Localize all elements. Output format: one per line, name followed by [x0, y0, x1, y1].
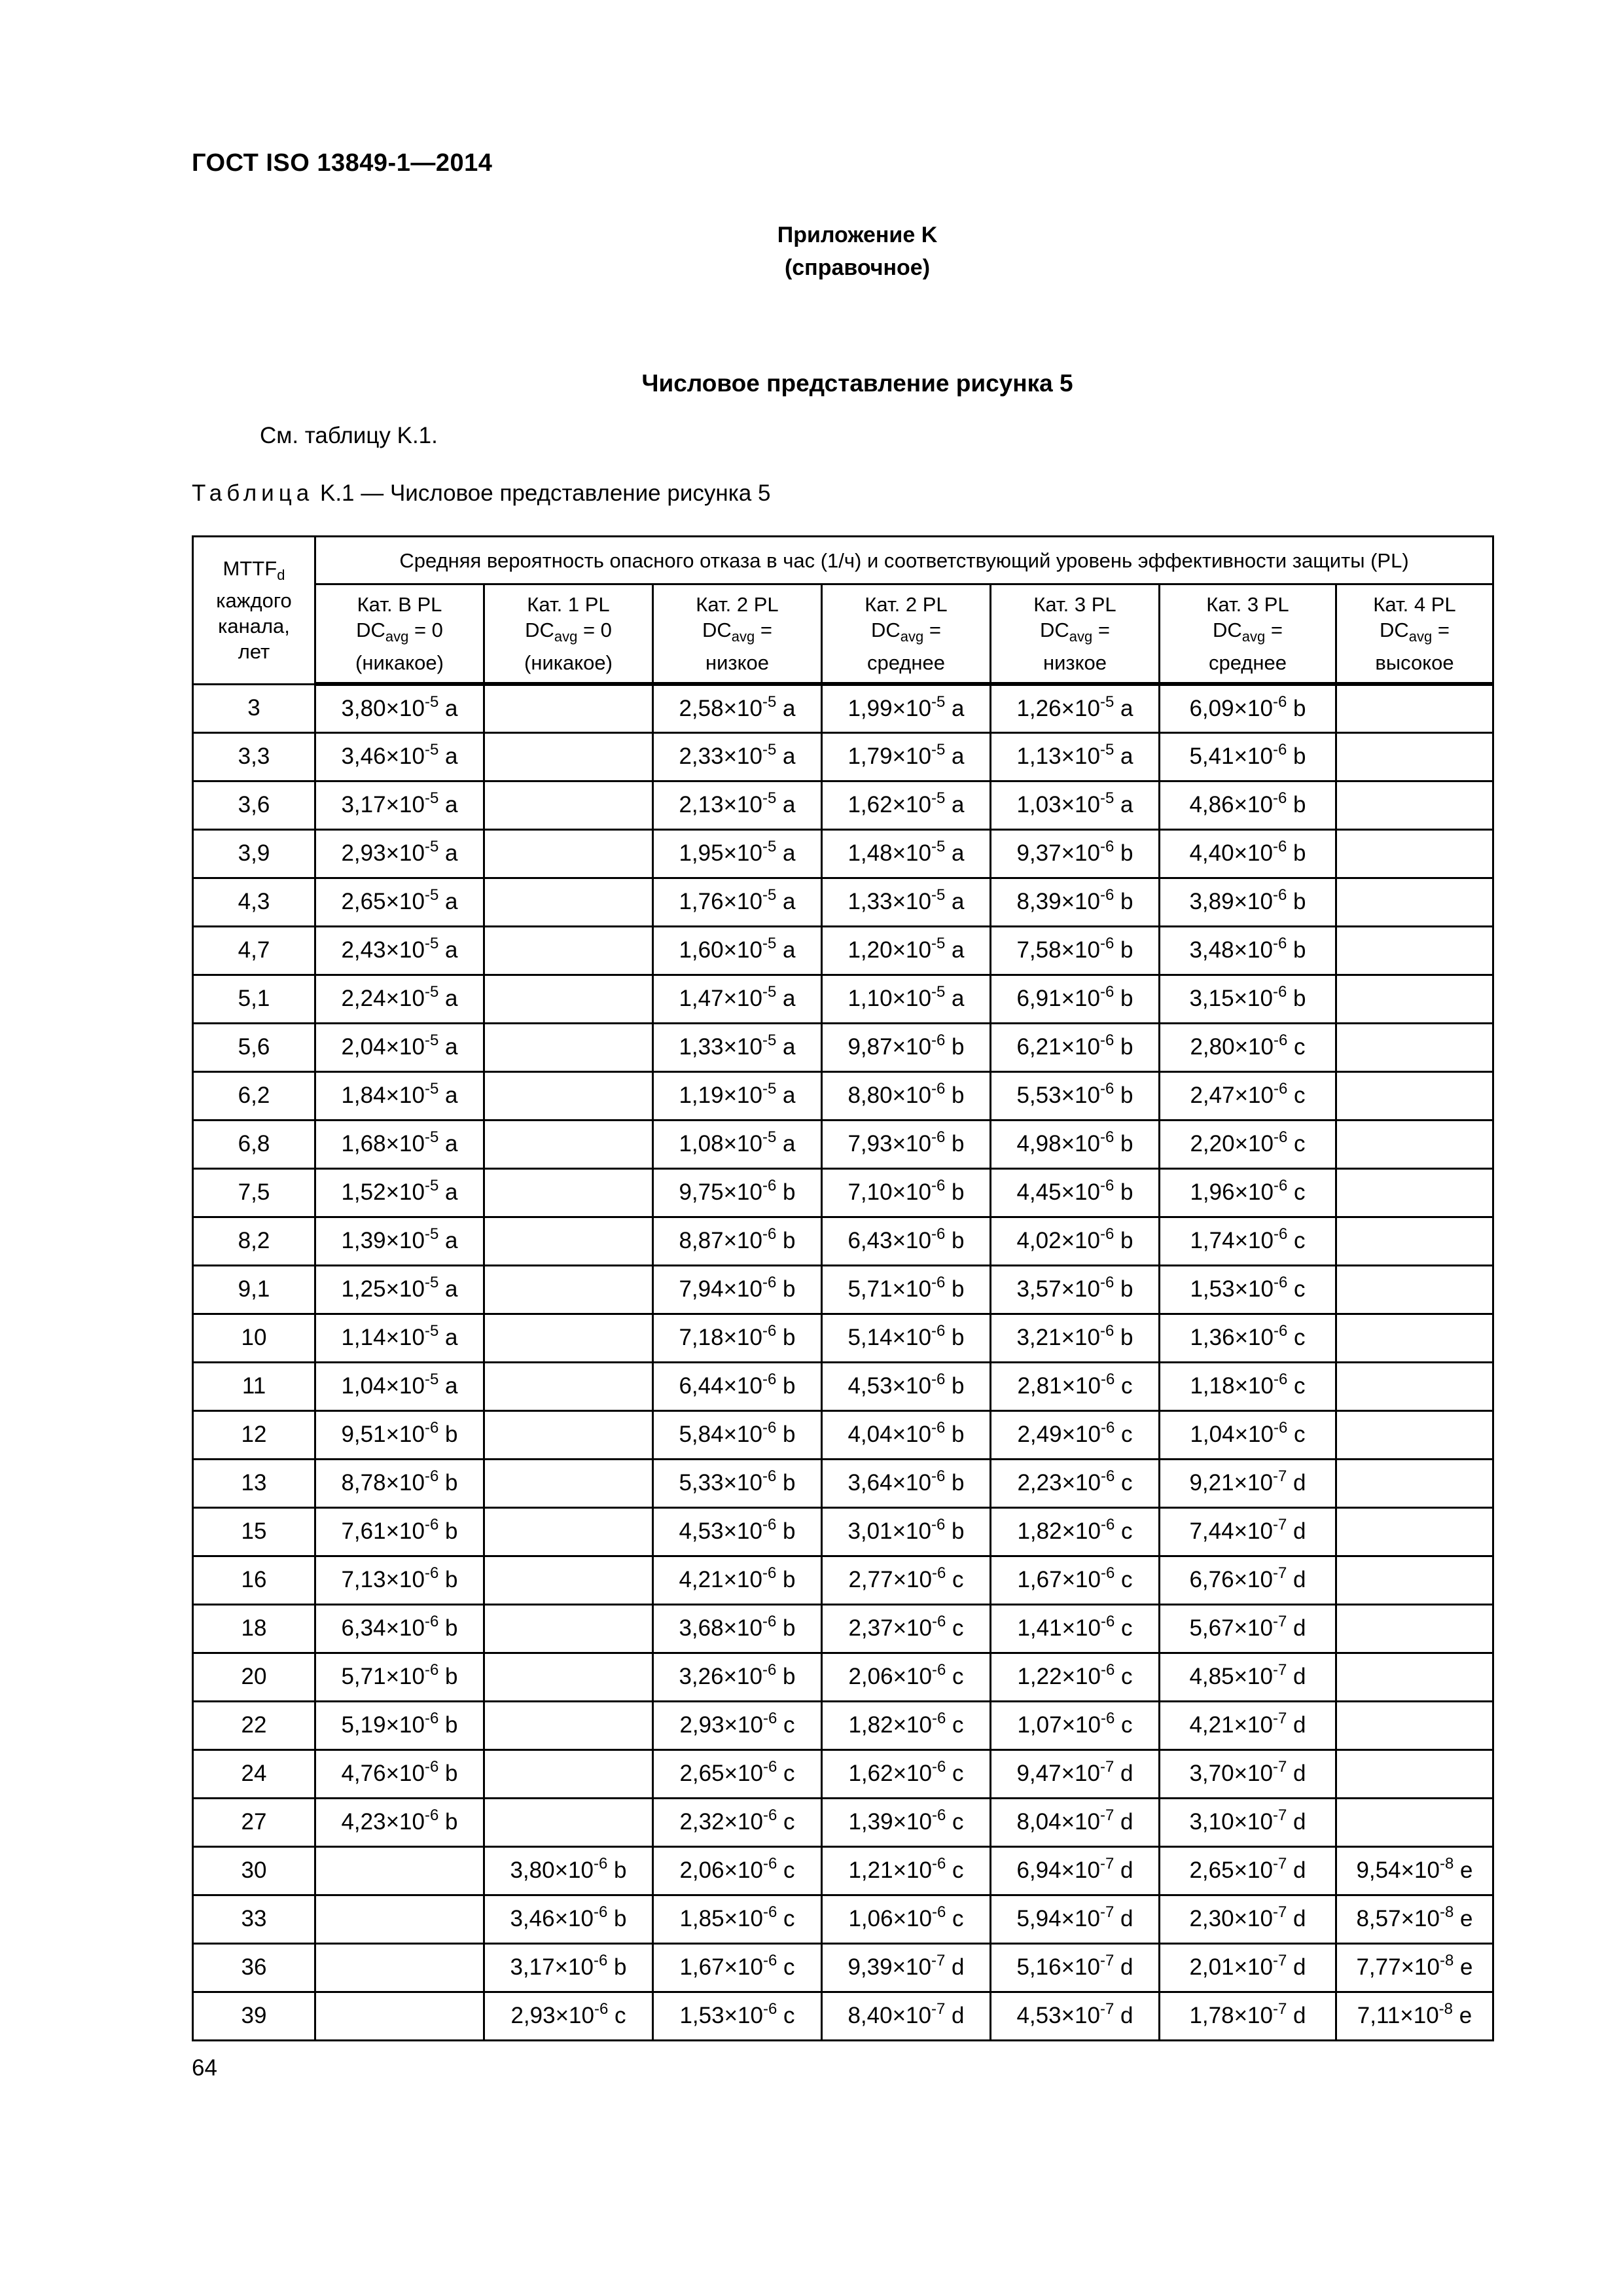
- pfh-cell: [484, 1362, 653, 1410]
- pfh-cell: $2,32\times 10^{-6}$ c: [653, 1798, 822, 1846]
- table-row: [193, 1265, 1493, 1314]
- pfh-cell: $1,33\times 10^{-5}$ a: [822, 878, 991, 926]
- pfh-cell: $9,54\times 10^{-8}$ e: [1336, 1846, 1493, 1895]
- mttf-cell: 12: [193, 1410, 315, 1459]
- pfh-cell: $1,62\times 10^{-5}$ a: [822, 781, 991, 829]
- pfh-cell: $2,93\times 10^{-5}$ a: [315, 829, 484, 878]
- pfh-cell: $1,79\times 10^{-5}$ a: [822, 732, 991, 781]
- pfh-cell: $1,60\times 10^{-5}$ a: [653, 926, 822, 975]
- pfh-cell: $1,06\times 10^{-6}$ c: [822, 1895, 991, 1943]
- pfh-cell: $8,57\times 10^{-8}$ e: [1336, 1895, 1493, 1943]
- pfh-table: [192, 535, 1494, 2041]
- pfh-cell: [484, 829, 653, 878]
- pfh-cell: [315, 1943, 484, 1992]
- pfh-cell: $8,04\times 10^{-7}$ d: [991, 1798, 1160, 1846]
- pfh-cell: $2,65\times 10^{-5}$ a: [315, 878, 484, 926]
- pfh-cell: $4,45\times 10^{-6}$ b: [991, 1168, 1160, 1217]
- pfh-cell: $7,77\times 10^{-8}$ e: [1336, 1943, 1493, 1992]
- table-row: [193, 1895, 1493, 1943]
- pfh-cell: $1,96\times 10^{-6}$ c: [1160, 1168, 1336, 1217]
- pfh-cell: $4,53\times 10^{-6}$ b: [822, 1362, 991, 1410]
- pfh-cell: [1336, 1168, 1493, 1217]
- pfh-cell: $6,43\times 10^{-6}$ b: [822, 1217, 991, 1265]
- mttf-cell: 33: [193, 1895, 315, 1943]
- pfh-cell: $1,99\times 10^{-5}$ a: [822, 684, 991, 732]
- pfh-cell: $6,09\times 10^{-6}$ b: [1160, 684, 1336, 732]
- pfh-cell: $1,53\times 10^{-6}$ c: [653, 1992, 822, 2040]
- pfh-cell: $1,39\times 10^{-6}$ c: [822, 1798, 991, 1846]
- pfh-cell: $7,94\times 10^{-6}$ b: [653, 1265, 822, 1314]
- pfh-cell: [1336, 1507, 1493, 1556]
- pfh-cell: [1336, 1653, 1493, 1701]
- pfh-cell: $1,47\times 10^{-5}$ a: [653, 975, 822, 1023]
- mttf-cell: 13: [193, 1459, 315, 1507]
- pfh-cell: [1336, 1798, 1493, 1846]
- pfh-cell: $1,52\times 10^{-5}$ a: [315, 1168, 484, 1217]
- pfh-cell: $1,13\times 10^{-5}$ a: [991, 732, 1160, 781]
- table-row: [193, 1943, 1493, 1992]
- pfh-cell: $4,04\times 10^{-6}$ b: [822, 1410, 991, 1459]
- table-row: [193, 1362, 1493, 1410]
- see-table-text: См. таблицу K.1.: [260, 423, 438, 448]
- pfh-cell: $5,14\times 10^{-6}$ b: [822, 1314, 991, 1362]
- mttf-cell: 5,6: [193, 1023, 315, 1071]
- pfh-cell: $1,84\times 10^{-5}$ a: [315, 1071, 484, 1120]
- pfh-cell: [1336, 1410, 1493, 1459]
- pfh-cell: $2,47\times 10^{-6}$ c: [1160, 1071, 1336, 1120]
- table-row: [193, 1120, 1493, 1168]
- pfh-cell: $3,21\times 10^{-6}$ b: [991, 1314, 1160, 1362]
- pfh-cell: $1,67\times 10^{-6}$ c: [653, 1943, 822, 1992]
- pfh-cell: $2,77\times 10^{-6}$ c: [822, 1556, 991, 1604]
- pfh-cell: [484, 1120, 653, 1168]
- pfh-cell: $1,04\times 10^{-6}$ c: [1160, 1410, 1336, 1459]
- pfh-cell: $2,23\times 10^{-6}$ c: [991, 1459, 1160, 1507]
- pfh-cell: [484, 732, 653, 781]
- pfh-cell: [484, 1749, 653, 1798]
- pfh-cell: $1,68\times 10^{-5}$ a: [315, 1120, 484, 1168]
- table-row: [193, 1217, 1493, 1265]
- pfh-cell: $2,06\times 10^{-6}$ c: [822, 1653, 991, 1701]
- table-row: [193, 926, 1493, 975]
- pfh-cell: $6,94\times 10^{-7}$ d: [991, 1846, 1160, 1895]
- mttf-cell: 5,1: [193, 975, 315, 1023]
- category-header: Кат. 4 PL $DC_{avg}$ = высокое: [1336, 584, 1493, 685]
- pfh-cell: [484, 1459, 653, 1507]
- pfh-cell: $1,82\times 10^{-6}$ c: [991, 1507, 1160, 1556]
- pfh-cell: [1336, 1314, 1493, 1362]
- pfh-cell: $1,78\times 10^{-7}$ d: [1160, 1992, 1336, 2040]
- pfh-cell: $4,85\times 10^{-7}$ d: [1160, 1653, 1336, 1701]
- pfh-cell: [1336, 1071, 1493, 1120]
- mttf-cell: 20: [193, 1653, 315, 1701]
- pfh-cell: $1,10\times 10^{-5}$ a: [822, 975, 991, 1023]
- pfh-cell: $2,13\times 10^{-5}$ a: [653, 781, 822, 829]
- table-row: [193, 1459, 1493, 1507]
- pfh-cell: [484, 1798, 653, 1846]
- pfh-cell: $7,10\times 10^{-6}$ b: [822, 1168, 991, 1217]
- table-caption: [192, 480, 770, 507]
- pfh-cell: [315, 1846, 484, 1895]
- document-id: ГОСТ ISO 13849-1—2014: [192, 149, 493, 177]
- pfh-cell: $3,64\times 10^{-6}$ b: [822, 1459, 991, 1507]
- pfh-cell: $2,30\times 10^{-7}$ d: [1160, 1895, 1336, 1943]
- pfh-cell: $1,03\times 10^{-5}$ a: [991, 781, 1160, 829]
- table-row: [193, 1846, 1493, 1895]
- pfh-cell: $3,01\times 10^{-6}$ b: [822, 1507, 991, 1556]
- pfh-cell: $5,71\times 10^{-6}$ b: [315, 1653, 484, 1701]
- pfh-cell: $5,41\times 10^{-6}$ b: [1160, 732, 1336, 781]
- pfh-cell: $2,65\times 10^{-7}$ d: [1160, 1846, 1336, 1895]
- pfh-cell: $2,58\times 10^{-5}$ a: [653, 684, 822, 732]
- mttf-cell: 36: [193, 1943, 315, 1992]
- table-row: [193, 732, 1493, 781]
- pfh-cell: $1,95\times 10^{-5}$ a: [653, 829, 822, 878]
- pfh-cell: $2,49\times 10^{-6}$ c: [991, 1410, 1160, 1459]
- pfh-cell: $3,26\times 10^{-6}$ b: [653, 1653, 822, 1701]
- pfh-cell: [484, 1023, 653, 1071]
- mttf-cell: 3,3: [193, 732, 315, 781]
- pfh-cell: [484, 1410, 653, 1459]
- pfh-cell: [1336, 1604, 1493, 1653]
- pfh-cell: $4,76\times 10^{-6}$ b: [315, 1749, 484, 1798]
- pfh-cell: $3,80\times 10^{-6}$ b: [484, 1846, 653, 1895]
- pfh-cell: $1,19\times 10^{-5}$ a: [653, 1071, 822, 1120]
- pfh-cell: $3,17\times 10^{-6}$ b: [484, 1943, 653, 1992]
- table-row: [193, 1798, 1493, 1846]
- pfh-cell: [1336, 1362, 1493, 1410]
- mttf-column-header: $MTTF_d$ каждого канала, лет: [193, 537, 315, 685]
- pfh-cell: $1,39\times 10^{-5}$ a: [315, 1217, 484, 1265]
- pfh-cell: $1,18\times 10^{-6}$ c: [1160, 1362, 1336, 1410]
- pfh-cell: $1,22\times 10^{-6}$ c: [991, 1653, 1160, 1701]
- pfh-cell: $1,07\times 10^{-6}$ c: [991, 1701, 1160, 1749]
- pfh-cell: $5,71\times 10^{-6}$ b: [822, 1265, 991, 1314]
- mttf-cell: 4,7: [193, 926, 315, 975]
- mttf-cell: 6,8: [193, 1120, 315, 1168]
- pfh-cell: [484, 1653, 653, 1701]
- pfh-cell: $1,20\times 10^{-5}$ a: [822, 926, 991, 975]
- page-number: 64: [192, 2055, 217, 2081]
- pfh-cell: [1336, 781, 1493, 829]
- table-row: [193, 1410, 1493, 1459]
- category-header: Кат. 2 PL $DC_{avg}$ = среднее: [822, 584, 991, 685]
- pfh-cell: $4,02\times 10^{-6}$ b: [991, 1217, 1160, 1265]
- pfh-cell: [1336, 1459, 1493, 1507]
- pfh-cell: [484, 1071, 653, 1120]
- pfh-cell: $7,58\times 10^{-6}$ b: [991, 926, 1160, 975]
- pfh-cell: [1336, 926, 1493, 975]
- pfh-cell: $3,48\times 10^{-6}$ b: [1160, 926, 1336, 975]
- table-row: [193, 1507, 1493, 1556]
- table-row: [193, 878, 1493, 926]
- pfh-cell: $6,91\times 10^{-6}$ b: [991, 975, 1160, 1023]
- category-header: Кат. B PL $DC_{avg} = 0$ (никакое): [315, 584, 484, 685]
- section-title: Числовое представление рисунка 5: [641, 370, 1073, 397]
- mttf-cell: 22: [193, 1701, 315, 1749]
- pfh-cell: [484, 781, 653, 829]
- mttf-cell: 3: [193, 684, 315, 732]
- pfh-cell: [484, 1604, 653, 1653]
- pfh-cell: $1,85\times 10^{-6}$ c: [653, 1895, 822, 1943]
- pfh-cell: $1,76\times 10^{-5}$ a: [653, 878, 822, 926]
- pfh-cell: $3,15\times 10^{-6}$ b: [1160, 975, 1336, 1023]
- mttf-cell: 27: [193, 1798, 315, 1846]
- table-row: [193, 1992, 1493, 2040]
- table-row: [193, 829, 1493, 878]
- mttf-cell: 7,5: [193, 1168, 315, 1217]
- pfh-cell: $3,10\times 10^{-7}$ d: [1160, 1798, 1336, 1846]
- pfh-cell: [484, 1701, 653, 1749]
- pfh-cell: $9,39\times 10^{-7}$ d: [822, 1943, 991, 1992]
- pfh-cell: $9,51\times 10^{-6}$ b: [315, 1410, 484, 1459]
- table-caption-label: Таблица: [192, 480, 314, 506]
- appendix-note: (справочное): [784, 255, 931, 280]
- pfh-cell: $5,19\times 10^{-6}$ b: [315, 1701, 484, 1749]
- pfh-cell: $7,13\times 10^{-6}$ b: [315, 1556, 484, 1604]
- pfh-cell: $3,89\times 10^{-6}$ b: [1160, 878, 1336, 926]
- mttf-cell: 18: [193, 1604, 315, 1653]
- table-row: [193, 684, 1493, 732]
- mttf-cell: 8,2: [193, 1217, 315, 1265]
- pfh-cell: $4,40\times 10^{-6}$ b: [1160, 829, 1336, 878]
- mttf-cell: 6,2: [193, 1071, 315, 1120]
- pfh-cell: $6,34\times 10^{-6}$ b: [315, 1604, 484, 1653]
- pfh-cell: $8,87\times 10^{-6}$ b: [653, 1217, 822, 1265]
- pfh-cell: [484, 1507, 653, 1556]
- table-caption-text: K.1 — Числовое представление рисунка 5: [319, 480, 771, 506]
- pfh-cell: $9,37\times 10^{-6}$ b: [991, 829, 1160, 878]
- pfh-cell: $7,11\times 10^{-8}$ e: [1336, 1992, 1493, 2040]
- mttf-cell: 24: [193, 1749, 315, 1798]
- pfh-cell: [484, 684, 653, 732]
- pfh-cell: $7,18\times 10^{-6}$ b: [653, 1314, 822, 1362]
- pfh-cell: $7,44\times 10^{-7}$ d: [1160, 1507, 1336, 1556]
- category-header: Кат. 1 PL $DC_{avg} = 0$ (никакое): [484, 584, 653, 685]
- pfh-cell: $1,26\times 10^{-5}$ a: [991, 684, 1160, 732]
- pfh-cell: [484, 1556, 653, 1604]
- table-row: [193, 781, 1493, 829]
- pfh-cell: $3,68\times 10^{-6}$ b: [653, 1604, 822, 1653]
- mttf-cell: 16: [193, 1556, 315, 1604]
- pfh-cell: $1,21\times 10^{-6}$ c: [822, 1846, 991, 1895]
- pfh-cell: $1,67\times 10^{-6}$ c: [991, 1556, 1160, 1604]
- pfh-cell: $9,87\times 10^{-6}$ b: [822, 1023, 991, 1071]
- pfh-cell: $2,65\times 10^{-6}$ c: [653, 1749, 822, 1798]
- table-row: [193, 1314, 1493, 1362]
- table-row: [193, 1604, 1493, 1653]
- pfh-cell: [1336, 1217, 1493, 1265]
- pfh-cell: $3,57\times 10^{-6}$ b: [991, 1265, 1160, 1314]
- pfh-cell: $6,76\times 10^{-7}$ d: [1160, 1556, 1336, 1604]
- mttf-cell: 3,6: [193, 781, 315, 829]
- pfh-cell: $1,08\times 10^{-5}$ a: [653, 1120, 822, 1168]
- table-row: [193, 1701, 1493, 1749]
- pfh-cell: $2,24\times 10^{-5}$ a: [315, 975, 484, 1023]
- pfh-cell: $4,21\times 10^{-7}$ d: [1160, 1701, 1336, 1749]
- table-row: [193, 1653, 1493, 1701]
- pfh-cell: $1,82\times 10^{-6}$ c: [822, 1701, 991, 1749]
- mttf-cell: 39: [193, 1992, 315, 2040]
- pfh-cell: $2,06\times 10^{-6}$ c: [653, 1846, 822, 1895]
- table-row: [193, 1071, 1493, 1120]
- pfh-cell: $9,75\times 10^{-6}$ b: [653, 1168, 822, 1217]
- pfh-cell: [1336, 1265, 1493, 1314]
- pfh-cell: $4,23\times 10^{-6}$ b: [315, 1798, 484, 1846]
- pfh-cell: $1,33\times 10^{-5}$ a: [653, 1023, 822, 1071]
- pfh-cell: $3,80\times 10^{-5}$ a: [315, 684, 484, 732]
- pfh-cell: $9,21\times 10^{-7}$ d: [1160, 1459, 1336, 1507]
- pfh-cell: $1,36\times 10^{-6}$ c: [1160, 1314, 1336, 1362]
- pfh-cell: $2,04\times 10^{-5}$ a: [315, 1023, 484, 1071]
- mttf-cell: 9,1: [193, 1265, 315, 1314]
- pfh-cell: $2,81\times 10^{-6}$ c: [991, 1362, 1160, 1410]
- pfh-cell: [484, 1168, 653, 1217]
- pfh-cell: $2,93\times 10^{-6}$ c: [484, 1992, 653, 2040]
- pfh-cell: $1,48\times 10^{-5}$ a: [822, 829, 991, 878]
- pfh-cell: $2,93\times 10^{-6}$ c: [653, 1701, 822, 1749]
- pfh-cell: $5,67\times 10^{-7}$ d: [1160, 1604, 1336, 1653]
- pfh-cell: [1336, 829, 1493, 878]
- pfh-cell: $3,46\times 10^{-5}$ a: [315, 732, 484, 781]
- pfh-cell: $3,46\times 10^{-6}$ b: [484, 1895, 653, 1943]
- pfh-cell: $2,01\times 10^{-7}$ d: [1160, 1943, 1336, 1992]
- pfh-cell: $2,43\times 10^{-5}$ a: [315, 926, 484, 975]
- pfh-cell: $2,80\times 10^{-6}$ c: [1160, 1023, 1336, 1071]
- pfh-cell: $8,39\times 10^{-6}$ b: [991, 878, 1160, 926]
- pfh-cell: $4,98\times 10^{-6}$ b: [991, 1120, 1160, 1168]
- pfh-cell: $4,53\times 10^{-7}$ d: [991, 1992, 1160, 2040]
- pfh-cell: [484, 1265, 653, 1314]
- pfh-cell: [1336, 1556, 1493, 1604]
- pfh-cell: [1336, 732, 1493, 781]
- pfh-cell: [1336, 1701, 1493, 1749]
- mttf-cell: 30: [193, 1846, 315, 1895]
- pfh-cell: [484, 975, 653, 1023]
- pfh-cell: $6,44\times 10^{-6}$ b: [653, 1362, 822, 1410]
- pfh-cell: $1,04\times 10^{-5}$ a: [315, 1362, 484, 1410]
- pfh-cell: $5,53\times 10^{-6}$ b: [991, 1071, 1160, 1120]
- pfh-cell: $4,86\times 10^{-6}$ b: [1160, 781, 1336, 829]
- pfh-cell: [484, 1314, 653, 1362]
- mttf-cell: 11: [193, 1362, 315, 1410]
- pfh-cell: [1336, 684, 1493, 732]
- pfh-cell: [315, 1992, 484, 2040]
- mttf-cell: 10: [193, 1314, 315, 1362]
- pfh-cell: $5,84\times 10^{-6}$ b: [653, 1410, 822, 1459]
- pfh-cell: [1336, 1120, 1493, 1168]
- pfh-cell: $2,33\times 10^{-5}$ a: [653, 732, 822, 781]
- pfh-cell: $3,70\times 10^{-7}$ d: [1160, 1749, 1336, 1798]
- pfh-cell: $5,33\times 10^{-6}$ b: [653, 1459, 822, 1507]
- pfh-cell: $1,14\times 10^{-5}$ a: [315, 1314, 484, 1362]
- table-row: [193, 1023, 1493, 1071]
- mttf-cell: 3,9: [193, 829, 315, 878]
- pfh-cell: $8,78\times 10^{-6}$ b: [315, 1459, 484, 1507]
- pfh-cell: [1336, 878, 1493, 926]
- pfh-cell: [1336, 975, 1493, 1023]
- pfh-cell: $3,17\times 10^{-5}$ a: [315, 781, 484, 829]
- pfh-cell: [1336, 1023, 1493, 1071]
- category-header: Кат. 2 PL $DC_{avg}$ = низкое: [653, 584, 822, 685]
- pfh-cell: $5,94\times 10^{-7}$ d: [991, 1895, 1160, 1943]
- pfh-cell: $5,16\times 10^{-7}$ d: [991, 1943, 1160, 1992]
- table-row: [193, 975, 1493, 1023]
- pfh-cell: $4,21\times 10^{-6}$ b: [653, 1556, 822, 1604]
- pfh-span-header: Средняя вероятность опасного отказа в час (1/ч) и соответствующий уровень эффективности защиты (PL): [315, 537, 1493, 584]
- pfh-cell: $1,53\times 10^{-6}$ c: [1160, 1265, 1336, 1314]
- pfh-cell: [1336, 1749, 1493, 1798]
- mttf-cell: 15: [193, 1507, 315, 1556]
- pfh-cell: $1,62\times 10^{-6}$ c: [822, 1749, 991, 1798]
- pfh-cell: [315, 1895, 484, 1943]
- category-header: Кат. 3 PL $DC_{avg}$ = низкое: [991, 584, 1160, 685]
- pfh-cell: $7,61\times 10^{-6}$ b: [315, 1507, 484, 1556]
- pfh-cell: $8,80\times 10^{-6}$ b: [822, 1071, 991, 1120]
- category-header: Кат. 3 PL $DC_{avg}$ = среднее: [1160, 584, 1336, 685]
- pfh-cell: $6,21\times 10^{-6}$ b: [991, 1023, 1160, 1071]
- appendix-title: Приложение K: [777, 223, 938, 247]
- pfh-cell: $7,93\times 10^{-6}$ b: [822, 1120, 991, 1168]
- pfh-cell: $1,41\times 10^{-6}$ c: [991, 1604, 1160, 1653]
- pfh-cell: $2,20\times 10^{-6}$ c: [1160, 1120, 1336, 1168]
- pfh-cell: $1,25\times 10^{-5}$ a: [315, 1265, 484, 1314]
- mttf-cell: 4,3: [193, 878, 315, 926]
- pfh-cell: $4,53\times 10^{-6}$ b: [653, 1507, 822, 1556]
- pfh-cell: $2,37\times 10^{-6}$ c: [822, 1604, 991, 1653]
- table-row: [193, 1168, 1493, 1217]
- pfh-cell: $8,40\times 10^{-7}$ d: [822, 1992, 991, 2040]
- pfh-cell: [484, 926, 653, 975]
- table-row: [193, 1556, 1493, 1604]
- pfh-cell: [484, 1217, 653, 1265]
- pfh-cell: $9,47\times 10^{-7}$ d: [991, 1749, 1160, 1798]
- pfh-cell: [484, 878, 653, 926]
- table-row: [193, 1749, 1493, 1798]
- pfh-cell: $1,74\times 10^{-6}$ c: [1160, 1217, 1336, 1265]
